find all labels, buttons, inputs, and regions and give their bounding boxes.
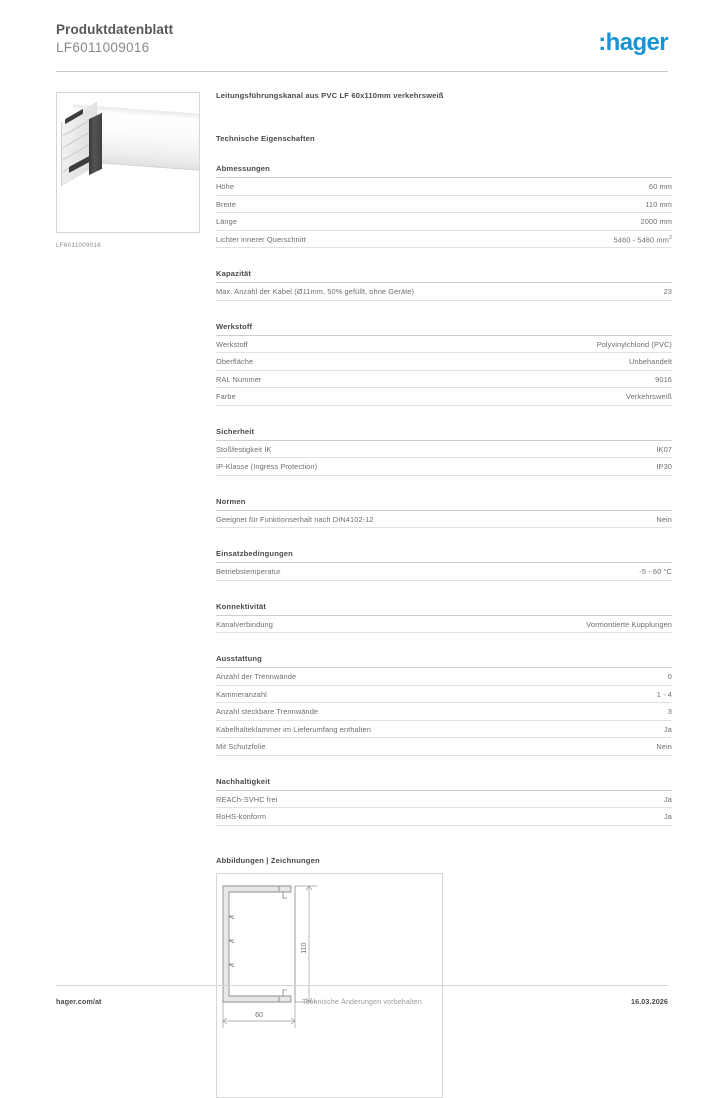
spec-group-title: Werkstoff bbox=[216, 322, 672, 336]
spec-row bbox=[216, 231, 672, 249]
footer-date: 16.03.2026 bbox=[631, 997, 668, 1006]
spec-row bbox=[216, 668, 672, 686]
spec-group bbox=[216, 427, 672, 476]
footer-website[interactable]: hager.com/at bbox=[56, 997, 102, 1006]
spec-value: 9016 bbox=[655, 374, 672, 384]
spec-group bbox=[216, 602, 672, 634]
product-description: Leitungsführungskanal aus PVC LF 60x110mm verkehrsweiß bbox=[216, 91, 444, 100]
page-header bbox=[56, 22, 668, 70]
spec-groups bbox=[216, 164, 672, 826]
spec-label: Farbe bbox=[216, 392, 236, 402]
spec-group bbox=[216, 549, 672, 581]
spec-row bbox=[216, 213, 672, 231]
spec-label: REACh-SVHC frei bbox=[216, 794, 278, 804]
spec-group-title: Ausstattung bbox=[216, 654, 672, 668]
spec-value: Ja bbox=[663, 794, 672, 804]
spec-value: 23 bbox=[663, 287, 672, 297]
page-footer bbox=[56, 997, 668, 1006]
spec-value: Polyvinylchlorid (PVC) bbox=[596, 339, 672, 349]
product-reference: LF6011009016 bbox=[56, 40, 150, 55]
spec-row bbox=[216, 808, 672, 826]
spec-label: Kabelhalteklammer im Lieferumfang enthalten bbox=[216, 724, 372, 734]
spec-row bbox=[216, 196, 672, 214]
spec-value: Vormontierte Kupplungen bbox=[586, 619, 672, 629]
spec-group bbox=[216, 322, 672, 406]
hager-logo: :hager bbox=[598, 29, 668, 56]
spec-value: Ja bbox=[663, 724, 672, 734]
spec-row bbox=[216, 791, 672, 809]
spec-group bbox=[216, 777, 672, 826]
spec-group-title: Einsatzbedingungen bbox=[216, 549, 672, 563]
spec-label: Länge bbox=[216, 217, 238, 226]
spec-group bbox=[216, 497, 672, 529]
spec-value: -5 - 60 °C bbox=[639, 567, 672, 577]
spec-row bbox=[216, 686, 672, 704]
spec-value: Nein bbox=[656, 742, 672, 752]
spec-label: Max. Anzahl der Kabel (Ø11mm, 50% gefüllt, ohne Geräte) bbox=[216, 287, 415, 297]
header-divider bbox=[56, 71, 668, 72]
spec-row bbox=[216, 703, 672, 721]
trunking-divider-insert bbox=[89, 113, 102, 175]
spec-value: Unbehandelt bbox=[628, 357, 672, 367]
spec-group-title: Abmessungen bbox=[216, 164, 672, 178]
spec-label: Breite bbox=[216, 199, 236, 209]
spec-label: RAL Nummer bbox=[216, 374, 262, 384]
spec-value: 2000 mm bbox=[640, 217, 672, 226]
spec-row bbox=[216, 371, 672, 389]
spec-row bbox=[216, 388, 672, 406]
spec-label: IP-Klasse (Ingress Protection) bbox=[216, 462, 318, 472]
spec-row bbox=[216, 563, 672, 581]
spec-row bbox=[216, 336, 672, 354]
product-figure bbox=[56, 92, 200, 249]
spec-value: 3 bbox=[667, 707, 672, 717]
spec-value: 1 - 4 bbox=[656, 689, 672, 699]
footer-divider bbox=[56, 985, 668, 986]
spec-label: Kammeranzahl bbox=[216, 689, 267, 699]
spec-group-title: Konnektivität bbox=[216, 602, 672, 616]
specifications-content bbox=[216, 90, 672, 1098]
spec-label: Oberfläche bbox=[216, 357, 254, 367]
spec-group-title: Kapazität bbox=[216, 269, 672, 283]
spec-value: 5460 - 5460 $mm^2$ bbox=[613, 234, 672, 244]
spec-row bbox=[216, 178, 672, 196]
spec-value: Ja bbox=[663, 812, 672, 822]
spec-value: IK07 bbox=[656, 444, 672, 454]
spec-label: RoHS-konform bbox=[216, 812, 267, 822]
spec-group bbox=[216, 164, 672, 248]
spec-row bbox=[216, 738, 672, 756]
spec-label: Mit Schutzfolie bbox=[216, 742, 266, 752]
technical-properties-heading: Technische Eigenschaften bbox=[216, 134, 315, 143]
spec-row bbox=[216, 441, 672, 459]
dimension-height-label: 110 bbox=[301, 942, 308, 954]
spec-group bbox=[216, 269, 672, 301]
spec-label: Lichter innerer Querschnitt bbox=[216, 234, 306, 244]
spec-group bbox=[216, 654, 672, 756]
spec-label: Anzahl steckbare Trennwände bbox=[216, 707, 319, 717]
product-image-caption: LF6011009016 bbox=[56, 242, 101, 249]
spec-group-title: Normen bbox=[216, 497, 672, 511]
spec-value: 110 mm bbox=[645, 199, 672, 209]
spec-group-title: Nachhaltigkeit bbox=[216, 777, 672, 791]
spec-label: Betriebstemperatur bbox=[216, 567, 281, 577]
spec-row bbox=[216, 458, 672, 476]
spec-row bbox=[216, 616, 672, 634]
spec-row bbox=[216, 283, 672, 301]
product-image-frame bbox=[56, 92, 200, 233]
spec-label: Höhe bbox=[216, 182, 235, 191]
spec-label: Werkstoff bbox=[216, 339, 248, 349]
spec-label: Geeignet für Funktionserhalt nach DIN4102-12 bbox=[216, 514, 374, 524]
spec-value: 60 mm bbox=[648, 182, 672, 191]
page-title: Produktdatenblatt bbox=[56, 22, 174, 37]
spec-row bbox=[216, 353, 672, 371]
spec-row bbox=[216, 511, 672, 529]
spec-label: Anzahl der Trennwände bbox=[216, 672, 297, 682]
spec-value: Verkehrsweiß bbox=[626, 392, 672, 402]
footer-disclaimer: Technische Änderungen vorbehalten bbox=[302, 997, 422, 1006]
spec-group-title: Sicherheit bbox=[216, 427, 672, 441]
drawings-heading: Abbildungen | Zeichnungen bbox=[216, 855, 320, 865]
spec-value: 0 bbox=[667, 672, 672, 682]
drawings-section bbox=[216, 856, 672, 1098]
spec-label: Kanalverbindung bbox=[216, 619, 273, 629]
spec-value: Nein bbox=[656, 514, 672, 524]
dimension-width-label: 60 bbox=[255, 1011, 263, 1019]
spec-label: Stoßfestigkeit IK bbox=[216, 444, 272, 454]
spec-row bbox=[216, 721, 672, 739]
cable-trunking-photo bbox=[61, 106, 200, 178]
spec-value: IP30 bbox=[656, 462, 672, 472]
